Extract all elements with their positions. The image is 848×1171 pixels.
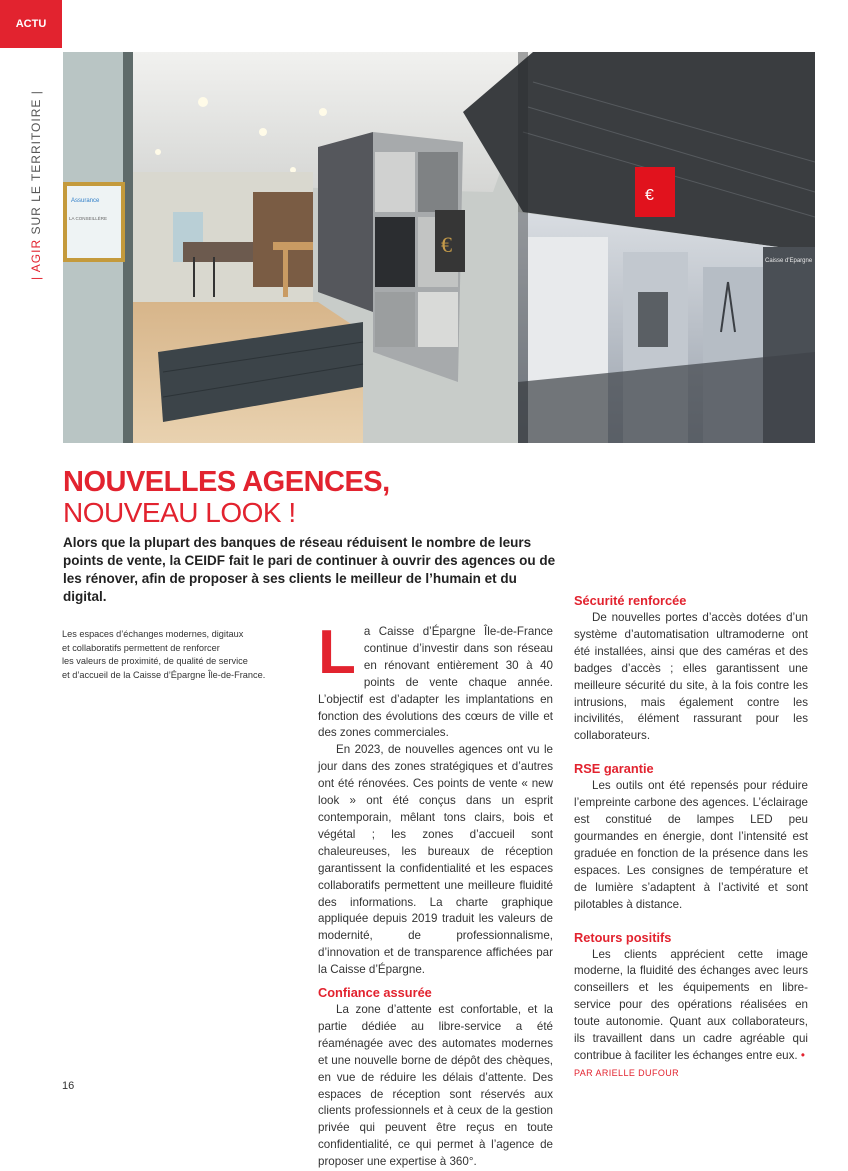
article-paragraph: En 2023, de nouvelles agences ont vu le jour dans des zones stratégiques et d’autres ont été rénovées. Ces points de vente « new look » ont été conçus dans un esprit contemporain, mêlant tons clairs, bois et végétal ; les zones d’accueil sont chaleureuses, les bureaux de réception garantissent la confidentialité et les espaces collaboratifs permettent une meilleure fluidité des informations. La charte graphique appliquée depuis 2019 traduit les valeurs de modernité, de professionnalisme, d’innovation et de transparence affichées par la Caisse d’Épargne. bbox=[318, 743, 553, 977]
subheading-securite: Sécurité renforcée bbox=[574, 593, 687, 608]
drop-cap: L bbox=[318, 618, 356, 687]
article-paragraph: La zone d’attente est confortable, et la partie dédiée au libre-service a été réaménagée avec des automates modernes et une nouvelle borne de dépôt des chèques, en vue de réduire les délais d’attente. Des espaces de réception sont réservés aux clients professionnels et à ceux de la gestion privée qui peuvent être reçus en toute confidentialité, ce qui permet à l’agence de proposer une expertise à 360°. bbox=[318, 1003, 553, 1169]
subheading-confiance: Confiance assurée bbox=[318, 985, 432, 1001]
article-lead: Alors que la plupart des banques de réseau réduisent le nombre de leurs points de vente, la CEIDF fait le pari de continuer à ouvrir des agences ou de les rénover, afin de proposer à ses clients le meilleur de l’humain et du digital. bbox=[63, 535, 556, 604]
byline: PAR ARIELLE DUFOUR bbox=[574, 1067, 680, 1078]
article-paragraph: La Caisse d’Épargne Île-de-France continue d’investir dans son réseau en rénovant entièrement 30 à 40 points de vente chaque année. L’objectif est d’adapter les implantations en fonction des évolutions des cœurs de ville et des zones commerciales. bbox=[318, 618, 553, 740]
caisse-epargne-logo-icon bbox=[635, 167, 675, 217]
agency-photo bbox=[63, 52, 815, 443]
storefront-sign: Caisse d'Epargne bbox=[765, 258, 813, 264]
article-paragraph: De nouvelles portes d’accès dotées d’un système d’automatisation ultramoderne ont été installées, ainsi que des caméras et des badges d’accès ; elles garantissent une meilleure sécurité du site, à la fois contre les intrusions, mais également contre les incivilités, élément rassurant pour les collaborateurs. bbox=[574, 611, 808, 743]
svg-text:€: € bbox=[645, 187, 654, 204]
squirrel-logo-icon: € bbox=[441, 232, 452, 257]
headline-line-1: NOUVELLES AGENCES, bbox=[63, 466, 390, 498]
side-label-rest: SUR LE TERRITOIRE | bbox=[29, 90, 43, 239]
article-paragraph: Les clients apprécient cette image moderne, la fluidité des échanges avec leurs conseillers et les équipements en libre-service pour des opérations réalisées en toute autonomie. Quant aux collaborateurs, ils travaillent dans un cadre agréable qui contribue à faciliter les échanges entre eux. • bbox=[574, 947, 808, 1062]
caption-line: les valeurs de proximité, de qualité de service bbox=[62, 656, 248, 666]
caption-line: et collaboratifs permettent de renforcer bbox=[62, 642, 220, 653]
poster-subtitle: LA CONSEILLÈRE bbox=[69, 216, 108, 221]
page-number: 16 bbox=[62, 1080, 75, 1092]
subheading-rse: RSE garantie bbox=[574, 761, 654, 777]
caption-line: Les espaces d’échanges modernes, digitaux bbox=[62, 629, 244, 639]
section-tag: ACTU bbox=[0, 0, 62, 48]
headline-line-2: NOUVEAU LOOK ! bbox=[63, 497, 296, 528]
article-headline bbox=[63, 466, 553, 528]
poster-title: Assurance bbox=[71, 198, 100, 204]
photo-caption bbox=[62, 628, 302, 682]
subheading-retours: Retours positifs bbox=[574, 929, 672, 945]
end-mark: • bbox=[797, 1048, 805, 1062]
article-column-1 bbox=[318, 618, 553, 1171]
caption-line: et d’accueil de la Caisse d’Épargne Île-de-France. bbox=[62, 669, 266, 680]
side-label-prefix: | AGIR bbox=[29, 238, 43, 280]
side-section-label bbox=[26, 80, 46, 280]
article-paragraph: Les outils ont été repensés pour réduire l’empreinte carbone des agences. L’éclairage est constitué de lampes LED peu gourmandes en énergie, dont l’intensité est graduée en fonction de la présence dans les espaces. Les consignes de température et de lumière s’adaptent à l’activité et sont pilotables à distance. bbox=[574, 779, 808, 911]
article-column-2 bbox=[574, 456, 808, 1082]
